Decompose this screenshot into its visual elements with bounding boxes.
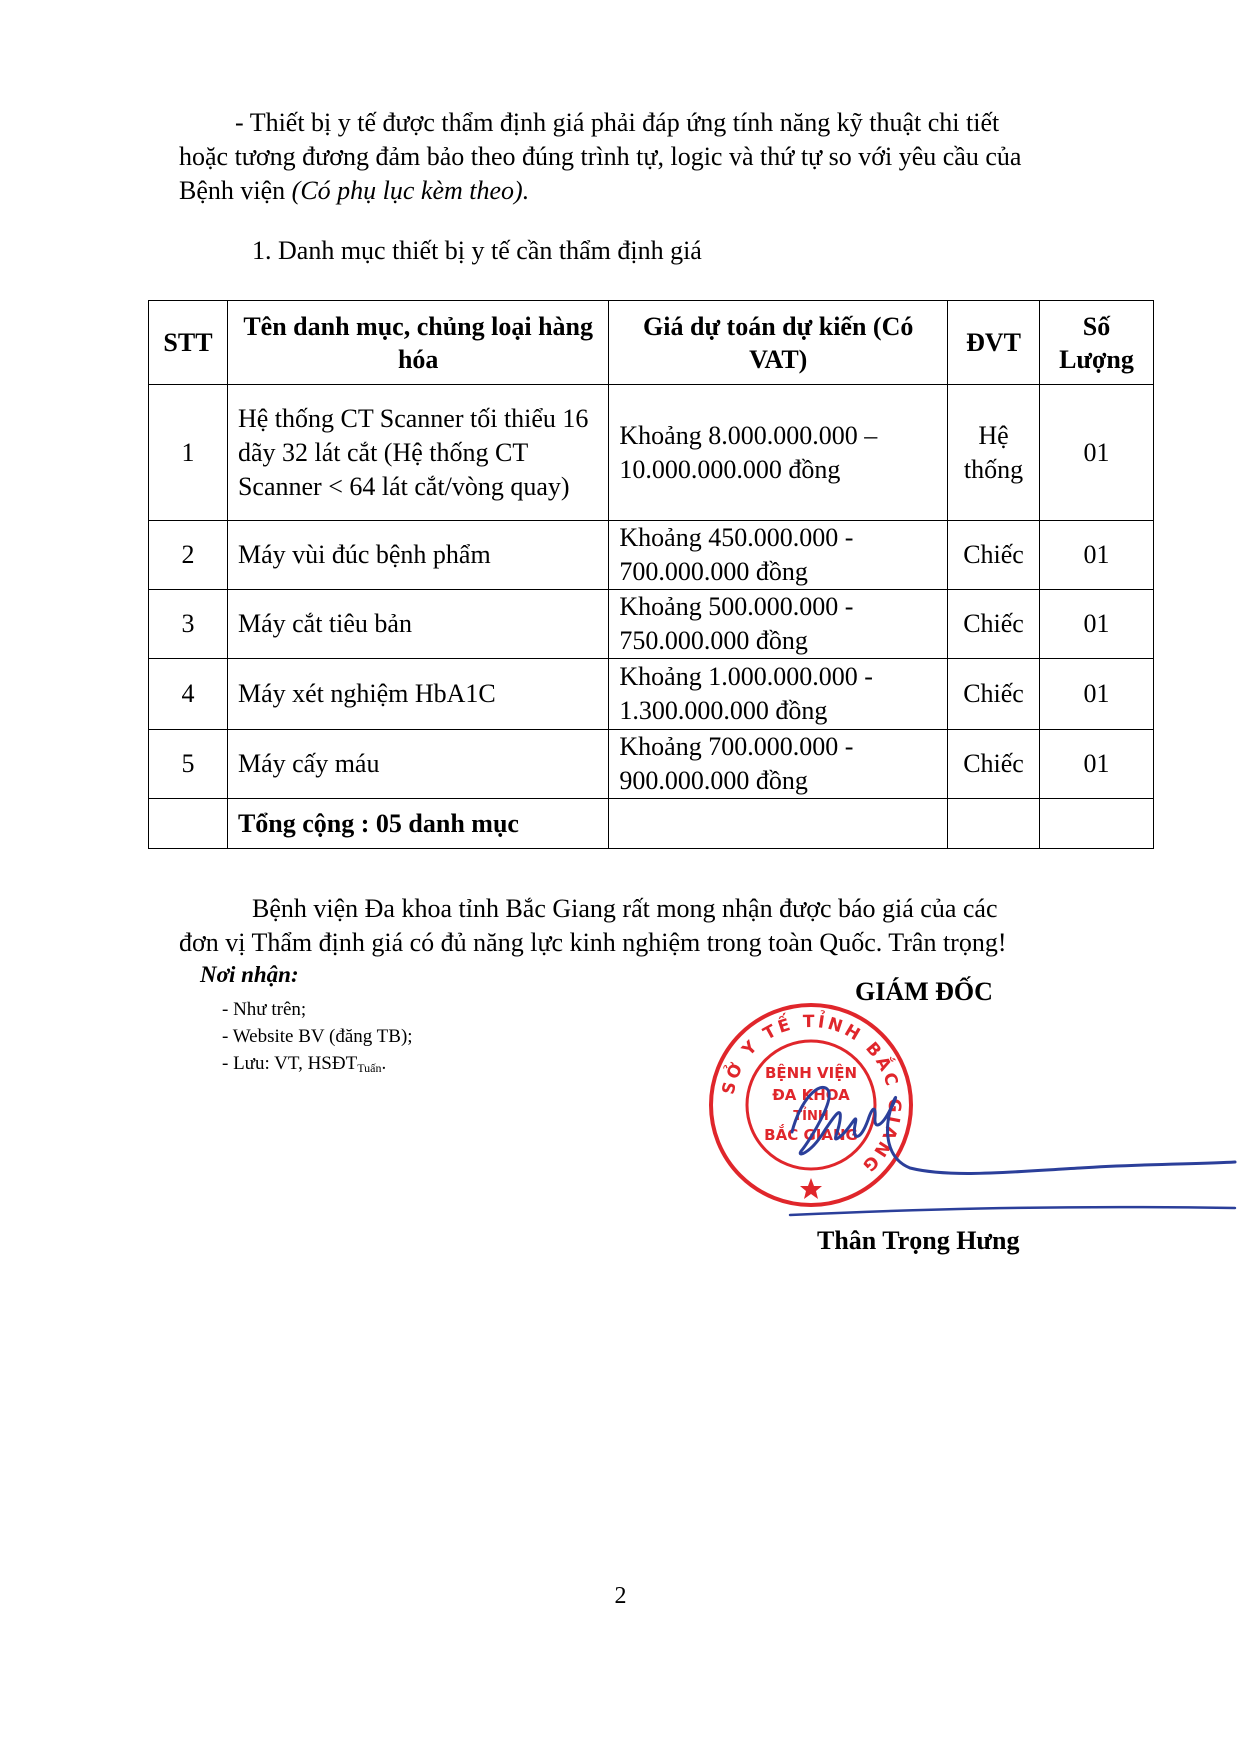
archive-initials: Tuấn: [357, 1061, 382, 1075]
table-row: [149, 385, 1154, 521]
recipient-item: - Website BV (đăng TB);: [222, 1026, 413, 1047]
total-stt-empty: [149, 799, 228, 849]
row-qty: 01: [1040, 521, 1154, 590]
row-qty: 01: [1040, 730, 1154, 799]
table-row: [149, 590, 1154, 659]
row-price: Khoảng 450.000.000 - 700.000.000 đồng: [609, 521, 948, 590]
svg-text:BẮC GIANG: BẮC GIANG: [764, 1126, 858, 1144]
intro-paragraph-line-3: [179, 174, 1129, 208]
recipient-item: - Như trên;: [222, 999, 307, 1020]
row-stt: 4: [149, 659, 228, 730]
intro-paragraph-line-2: [179, 140, 1129, 174]
row-price: Khoảng 1.000.000.000 - 1.300.000.000 đồng: [609, 659, 948, 730]
page-number: 2: [614, 1583, 627, 1609]
equipment-table: [148, 300, 1154, 849]
total-price-empty: [609, 799, 948, 849]
table-header-row: [149, 301, 1154, 385]
archive-end: .: [381, 1053, 387, 1074]
svg-text:SỞ Y TẾ TỈNH BẮC GIANG: SỞ Y TẾ TỈNH BẮC GIANG: [718, 1011, 905, 1178]
handwritten-signature: [780, 1060, 1240, 1230]
row-name: Máy cấy máu: [227, 730, 608, 799]
archive-label: - Lưu: VT, HSĐT: [222, 1053, 358, 1074]
row-qty: 01: [1040, 659, 1154, 730]
table-row: [149, 730, 1154, 799]
intro-line-3-italic: (Có phụ lục kèm theo).: [291, 176, 530, 205]
row-unit: Chiếc: [948, 730, 1040, 799]
section-title: 1. Danh mục thiết bị y tế cần thẩm định giá: [252, 236, 702, 265]
svg-text:ĐA KHOA: ĐA KHOA: [772, 1086, 850, 1104]
row-name: Máy vùi đúc bệnh phẩm: [227, 521, 608, 590]
signer-name: Thân Trọng Hưng: [817, 1226, 1020, 1255]
intro-line-1: - Thiết bị y tế được thẩm định giá phải đáp ứng tính năng kỹ thuật chi tiết: [235, 108, 1000, 137]
row-name: Hệ thống CT Scanner tối thiểu 16 dãy 32 lát cắt (Hệ thống CT Scanner < 64 lát cắt/vòng quay): [227, 385, 608, 521]
row-name: Máy cắt tiêu bản: [227, 590, 608, 659]
row-unit: Hệ thống: [948, 385, 1040, 521]
row-price: Khoảng 700.000.000 - 900.000.000 đồng: [609, 730, 948, 799]
row-unit: Chiếc: [948, 590, 1040, 659]
row-price: Khoảng 8.000.000.000 – 10.000.000.000 đồng: [609, 385, 948, 521]
row-unit: Chiếc: [948, 521, 1040, 590]
row-stt: 3: [149, 590, 228, 659]
row-unit: Chiếc: [948, 659, 1040, 730]
row-qty: 01: [1040, 590, 1154, 659]
table-row: [149, 659, 1154, 730]
closing-line-2: đơn vị Thẩm định giá có đủ năng lực kinh nghiệm trong toàn Quốc. Trân trọng!: [179, 928, 1007, 957]
signer-position: GIÁM ĐỐC: [855, 977, 993, 1006]
header-unit: ĐVT: [948, 301, 1040, 385]
row-stt: 5: [149, 730, 228, 799]
row-stt: 1: [149, 385, 228, 521]
total-label: Tổng cộng : 05 danh mục: [227, 799, 608, 849]
svg-text:BỆNH VIỆN: BỆNH VIỆN: [765, 1064, 857, 1082]
intro-line-3-plain: Bệnh viện: [179, 176, 292, 205]
total-qty-empty: [1040, 799, 1154, 849]
header-qty: Số Lượng: [1040, 301, 1154, 385]
total-unit-empty: [948, 799, 1040, 849]
row-name: Máy xét nghiệm HbA1C: [227, 659, 608, 730]
intro-line-2: hoặc tương đương đảm bảo theo đúng trình tự, logic và thứ tự so với yêu cầu của: [179, 142, 1022, 171]
svg-text:TỈNH: TỈNH: [793, 1109, 829, 1124]
recipients-title: Nơi nhận:: [200, 962, 299, 987]
table-total-row: [149, 799, 1154, 849]
recipients-list: [222, 996, 413, 1082]
recipient-item-archive: [222, 1050, 413, 1082]
row-price: Khoảng 500.000.000 - 750.000.000 đồng: [609, 590, 948, 659]
row-qty: 01: [1040, 385, 1154, 521]
intro-paragraph: [179, 106, 1129, 140]
closing-line-1: Bệnh viện Đa khoa tỉnh Bắc Giang rất mong nhận được báo giá của các: [252, 894, 998, 923]
table-row: [149, 521, 1154, 590]
header-price: Giá dự toán dự kiến (Có VAT): [609, 301, 948, 385]
row-stt: 2: [149, 521, 228, 590]
header-stt: STT: [149, 301, 228, 385]
header-name: Tên danh mục, chủng loại hàng hóa: [227, 301, 608, 385]
